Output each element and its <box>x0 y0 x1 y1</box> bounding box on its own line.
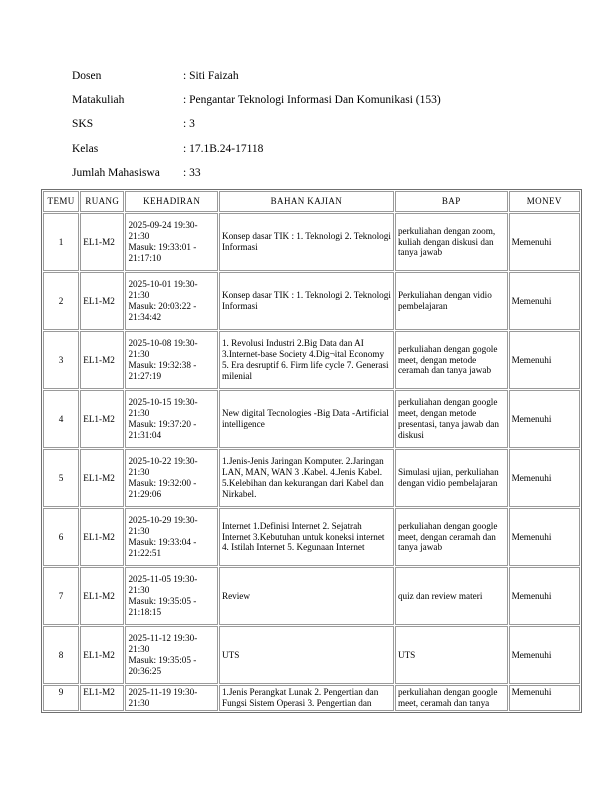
info-label: Matakuliah <box>72 94 125 107</box>
cell-ruang: EL1-M2 <box>80 272 124 330</box>
kehadiran-line: Masuk: 19:35:05 - <box>128 596 197 606</box>
cell-kehadiran <box>125 213 218 271</box>
cell-kehadiran <box>125 449 218 507</box>
info-label: Dosen <box>72 70 102 82</box>
cell-bahan-kajian: 1.Jenis-Jenis Jaringan Komputer. 2.Jaringan LAN, MAN, WAN 3 .Kabel. 4.Jenis Kabel. 5.Kelebihan dan kekurangan dari Kabel dan Nirkabel. <box>219 449 394 507</box>
kehadiran-line: 21:18:15 <box>128 606 162 617</box>
info-row-kelas <box>72 143 592 167</box>
kehadiran-line: Masuk: 19:32:00 - <box>128 478 197 488</box>
table-row <box>43 213 580 271</box>
kehadiran-line: Masuk: 19:37:20 - <box>128 419 197 429</box>
cell-kehadiran <box>125 685 218 711</box>
attendance-table <box>41 189 582 713</box>
cell-bahan-kajian: 1.Jenis Perangkat Lunak 2. Pengertian dan Fungsi Sistem Operasi 3. Pengertian dan <box>219 685 394 711</box>
info-label: Jumlah Mahasiswa <box>72 166 160 179</box>
cell-kehadiran <box>125 331 218 389</box>
cell-kehadiran <box>125 626 218 684</box>
cell-ruang: EL1-M2 <box>80 685 124 711</box>
kehadiran-line: Masuk: 19:32:38 - <box>128 360 197 370</box>
cell-bahan-kajian: Review <box>219 567 394 625</box>
cell-ruang: EL1-M2 <box>80 626 124 684</box>
cell-ruang: EL1-M2 <box>80 213 124 271</box>
header-kehadiran: KEHADIRAN <box>125 191 218 212</box>
kehadiran-line: 21:30 <box>128 408 150 419</box>
kehadiran-line: 21:30 <box>128 644 150 655</box>
kehadiran-line: 21:30 <box>128 697 150 708</box>
cell-ruang: EL1-M2 <box>80 449 124 507</box>
cell-bap: perkuliahan dengan google meet, dengan metode presentasi, tanya jawab dan diskusi <box>395 390 508 448</box>
kehadiran-line: 2025-10-22 19:30- <box>128 456 198 467</box>
cell-temu: 1 <box>43 213 79 271</box>
cell-ruang: EL1-M2 <box>80 390 124 448</box>
table-row <box>43 449 580 507</box>
cell-bap: UTS <box>395 626 508 684</box>
cell-kehadiran <box>125 272 218 330</box>
table-row <box>43 390 580 448</box>
info-label: Kelas <box>72 142 99 155</box>
info-value: : 17.1B.24-17118 <box>183 142 264 155</box>
table-row <box>43 567 580 625</box>
table-row <box>43 626 580 684</box>
kehadiran-line: 21:30 <box>128 467 150 478</box>
cell-temu: 9 <box>43 685 79 711</box>
kehadiran-line: Masuk: 20:03:22 - <box>128 301 197 311</box>
table-row <box>43 685 580 711</box>
kehadiran-line: 2025-11-05 19:30- <box>128 574 198 585</box>
course-info <box>72 70 592 191</box>
cell-kehadiran <box>125 567 218 625</box>
cell-bahan-kajian: Konsep dasar TIK : 1. Teknologi 2. Teknologi Informasi <box>219 213 394 271</box>
kehadiran-line: 2025-09-24 19:30- <box>128 220 198 231</box>
cell-bahan-kajian: New digital Tecnologies -Big Data -Artificial intelligence <box>219 390 394 448</box>
cell-ruang: EL1-M2 <box>80 331 124 389</box>
cell-bap: perkuliahan dengan zoom, kuliah dengan diskusi dan tanya jawab <box>395 213 508 271</box>
kehadiran-line: 21:29:06 <box>128 488 162 499</box>
cell-bap: Perkuliahan dengan vidio pembelajaran <box>395 272 508 330</box>
cell-bap: perkuliahan dengan gogole meet, dengan metode ceramah dan tanya jawab <box>395 331 508 389</box>
cell-monev: Memenuhi <box>509 685 580 711</box>
cell-monev: Memenuhi <box>509 626 580 684</box>
cell-temu: 5 <box>43 449 79 507</box>
cell-ruang: EL1-M2 <box>80 567 124 625</box>
kehadiran-line: 21:22:51 <box>128 547 162 558</box>
cell-monev: Memenuhi <box>509 390 580 448</box>
cell-bap: quiz dan review materi <box>395 567 508 625</box>
cell-kehadiran <box>125 390 218 448</box>
cell-monev: Memenuhi <box>509 213 580 271</box>
cell-temu: 8 <box>43 626 79 684</box>
cell-kehadiran <box>125 508 218 566</box>
cell-bahan-kajian: 1. Revolusi Industri 2.Big Data dan AI 3.Internet-base Society 4.Dig¬ital Economy 5. Era desruptif 6. Firm life cycle 7. Generasi milenial <box>219 331 394 389</box>
kehadiran-line: 21:17:10 <box>128 252 162 263</box>
kehadiran-line: 21:30 <box>128 526 150 537</box>
kehadiran-line: 21:30 <box>128 585 150 596</box>
header-temu: TEMU <box>43 191 79 212</box>
cell-bahan-kajian: Internet 1.Definisi Internet 2. Sejatrah Internet 3.Kebutuhan untuk koneksi internet 4. Istilah Internet 5. Kegunaan Internet <box>219 508 394 566</box>
kehadiran-line: Masuk: 19:33:01 - <box>128 242 197 252</box>
cell-bahan-kajian: Konsep dasar TIK : 1. Teknologi 2. Teknologi Informasi <box>219 272 394 330</box>
header-bahan-kajian: BAHAN KAJIAN <box>219 191 394 212</box>
kehadiran-line: Masuk: 19:35:05 - <box>128 655 197 665</box>
table-header-row <box>43 191 580 212</box>
cell-temu: 6 <box>43 508 79 566</box>
info-label: SKS <box>72 118 94 131</box>
kehadiran-line: Masuk: 19:33:04 - <box>128 537 197 547</box>
cell-monev: Memenuhi <box>509 449 580 507</box>
table-row <box>43 272 580 330</box>
info-row-matakuliah <box>72 94 592 118</box>
kehadiran-line: 2025-11-19 19:30- <box>128 687 198 697</box>
kehadiran-line: 2025-10-08 19:30- <box>128 338 198 349</box>
kehadiran-line: 21:30 <box>128 290 150 301</box>
kehadiran-line: 21:30 <box>128 349 150 360</box>
cell-monev: Memenuhi <box>509 272 580 330</box>
kehadiran-line: 2025-10-29 19:30- <box>128 515 198 526</box>
kehadiran-line: 20:36:25 <box>128 665 162 676</box>
cell-ruang: EL1-M2 <box>80 508 124 566</box>
kehadiran-line: 21:34:42 <box>128 311 162 322</box>
kehadiran-line: 21:30 <box>128 231 150 242</box>
cell-temu: 3 <box>43 331 79 389</box>
cell-monev: Memenuhi <box>509 567 580 625</box>
kehadiran-line: 2025-11-12 19:30- <box>128 633 198 644</box>
info-row-jumlah-mahasiswa <box>72 167 592 191</box>
cell-monev: Memenuhi <box>509 508 580 566</box>
table-row <box>43 331 580 389</box>
cell-bap: perkuliahan dengan google meet, ceramah dan tanya <box>395 685 508 711</box>
header-monev: MONEV <box>509 191 580 212</box>
cell-temu: 2 <box>43 272 79 330</box>
info-value: : 3 <box>183 118 195 131</box>
cell-monev: Memenuhi <box>509 331 580 389</box>
cell-temu: 4 <box>43 390 79 448</box>
cell-bap: perkuliahan dengan google meet, dengan ceramah dan tanya jawab <box>395 508 508 566</box>
info-value: : Siti Faizah <box>183 70 239 82</box>
header-bap: BAP <box>395 191 508 212</box>
info-row-sks <box>72 118 592 142</box>
info-value: : Pengantar Teknologi Informasi Dan Komunikasi (153) <box>183 94 441 107</box>
kehadiran-line: 21:31:04 <box>128 429 162 440</box>
kehadiran-line: 2025-10-15 19:30- <box>128 397 198 408</box>
table-row <box>43 508 580 566</box>
kehadiran-line: 2025-10-01 19:30- <box>128 279 198 290</box>
info-value: : 33 <box>183 166 201 179</box>
info-row-dosen <box>72 70 592 94</box>
cell-temu: 7 <box>43 567 79 625</box>
kehadiran-line: 21:27:19 <box>128 370 162 381</box>
cell-bap: Simulasi ujian, perkuliahan dengan vidio pembelajaran <box>395 449 508 507</box>
header-ruang: RUANG <box>80 191 124 212</box>
cell-bahan-kajian: UTS <box>219 626 394 684</box>
